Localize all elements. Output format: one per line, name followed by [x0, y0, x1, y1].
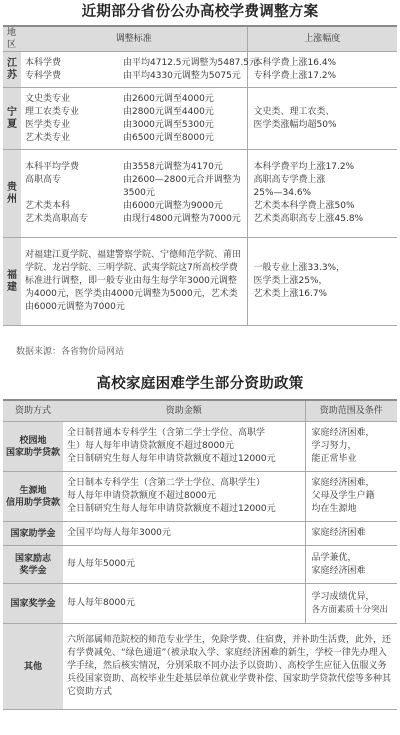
scope-national-grant: 家庭经济困难: [305, 522, 397, 546]
amount-origin-loan: 全日制本专科学生（含第二学士学位、高职学生） 每人每年申请贷款额度不超过8000元 全日制研究生每人每年申请贷款额度不超过12000元: [63, 472, 305, 522]
header-aid-amount: 资助金额: [63, 400, 305, 422]
kind-national-scholarship: 国家奖学金: [3, 584, 63, 624]
table1-header-row: [3, 26, 397, 52]
header-aid-kind: 资助方式: [3, 400, 63, 422]
detail-other-aid: 六所部属师范院校的师范专业学生，免除学费、住宿费，并补助生活费，此外，还有学费减免、“绿色通道”（被录取入学、家庭经济困难的新生，学校一律先办理入学手续，然后核实情况，分别采取不同办法予以资助）、高校学生应征入伍服义务兵役国家资助、高校毕业生赴基层单位就业学费补偿、国家助学贷款代偿等多种其它资助方式: [63, 624, 397, 710]
province-guizhou: 贵州: [3, 150, 21, 238]
standard-guizhou: 本科平均学费 由3558元调整为4170元 高职高专 由2600—2800元合并调整为 3500元 艺术类本科 由6000元调整为9000元 艺术类高职高专 由现行4800元调整为7000元: [21, 150, 247, 238]
row-fujian: [3, 238, 397, 326]
amount-national-grant: 全国平均每人每年3000元: [63, 522, 305, 546]
increase-ningxia: 文史类、理工农类、 医学类涨幅均超50%: [247, 88, 397, 150]
aid-policy-table: [3, 399, 397, 710]
increase-fujian: 一般专业上涨33.3%， 医学类上涨25%， 艺术类上涨16.7%: [247, 238, 397, 326]
amount-inspirational-scholarship: 每人每年5000元: [63, 546, 305, 584]
title-tuition-adjustment: 近期部分省份公办高校学费调整方案: [81, 4, 319, 20]
header-aid-scope: 资助范围及条件: [305, 400, 397, 422]
title-aid-policy: 高校家庭困难学生部分资助政策: [96, 376, 304, 392]
header-province: 地区: [3, 26, 21, 52]
kind-other-aid: 其他: [3, 624, 63, 710]
amount-national-scholarship: 每人每年8000元: [63, 584, 305, 624]
standard-fujian: 对福建江夏学院、福建警察学院、宁德师范学院、莆田学院、龙岩学院、三明学院、武夷学院这7所高校学费标准进行调整，即一般专业由每生每学年3000元调整为4000元，医学类由4000元调整为5000元，艺术类由6000元调整为7000元: [21, 238, 247, 326]
scope-national-scholarship: 学习成绩优异， 各方面素质十分突出: [305, 584, 397, 624]
standard-ningxia: 文史类专业 由2600元调至4000元 理工农类专业 由2800元调至4400元 医学类专业 由3000元调至5300元 艺术类专业 由6500元调至8000元: [21, 88, 247, 150]
row-inspirational-scholarship: [3, 546, 397, 584]
row-national-grant: [3, 522, 397, 546]
scope-origin-loan: 家庭经济困难， 父母及学生户籍 均在生源地: [305, 472, 397, 522]
province-jiangsu: 江苏: [3, 52, 21, 88]
scope-inspirational-scholarship: 品学兼优， 家庭经济困难: [305, 546, 397, 584]
province-ningxia: 宁夏: [3, 88, 21, 150]
row-guizhou: [3, 150, 397, 238]
row-other-aid: [3, 624, 397, 710]
table2-header-row: [3, 400, 397, 422]
standard-jiangsu: 本科学费 由平均4712.5元调整为5487.5元 专科学费 由平均4330元调整为5075元: [21, 52, 247, 88]
data-source-note: 数据来源：各省物价局网站: [16, 347, 125, 357]
increase-jiangsu: 本科学费上涨16.4% 专科学费上涨17.2%: [247, 52, 397, 88]
province-fujian: 福建: [3, 238, 21, 326]
tuition-adjustment-table: [3, 25, 397, 326]
row-origin-loan: [3, 472, 397, 522]
scope-campus-loan: 家庭经济困难， 学习努力， 能正常毕业: [305, 422, 397, 472]
header-standard: 调整标准: [21, 26, 247, 52]
kind-inspirational-scholarship: 国家励志 奖学金: [3, 546, 63, 584]
amount-campus-loan: 全日制普通本专科学生（含第二学士学位、高职学 生）每人每年申请贷款额度不超过8000元 全日制研究生每人每年申请贷款额度不超过12000元: [63, 422, 305, 472]
kind-national-grant: 国家助学金: [3, 522, 63, 546]
kind-origin-loan: 生源地 信用助学贷款: [3, 472, 63, 522]
row-campus-loan: [3, 422, 397, 472]
header-increase: 上涨幅度: [247, 26, 397, 52]
row-national-scholarship: [3, 584, 397, 624]
increase-guizhou: 本科学费平均上涨17.2% 高职高专学费上涨 25%—34.6% 艺术类本科学费上涨50% 艺术类高职高专上涨45.8%: [247, 150, 397, 238]
row-ningxia: [3, 88, 397, 150]
kind-campus-loan: 校园地 国家助学贷款: [3, 422, 63, 472]
row-jiangsu: [3, 52, 397, 88]
